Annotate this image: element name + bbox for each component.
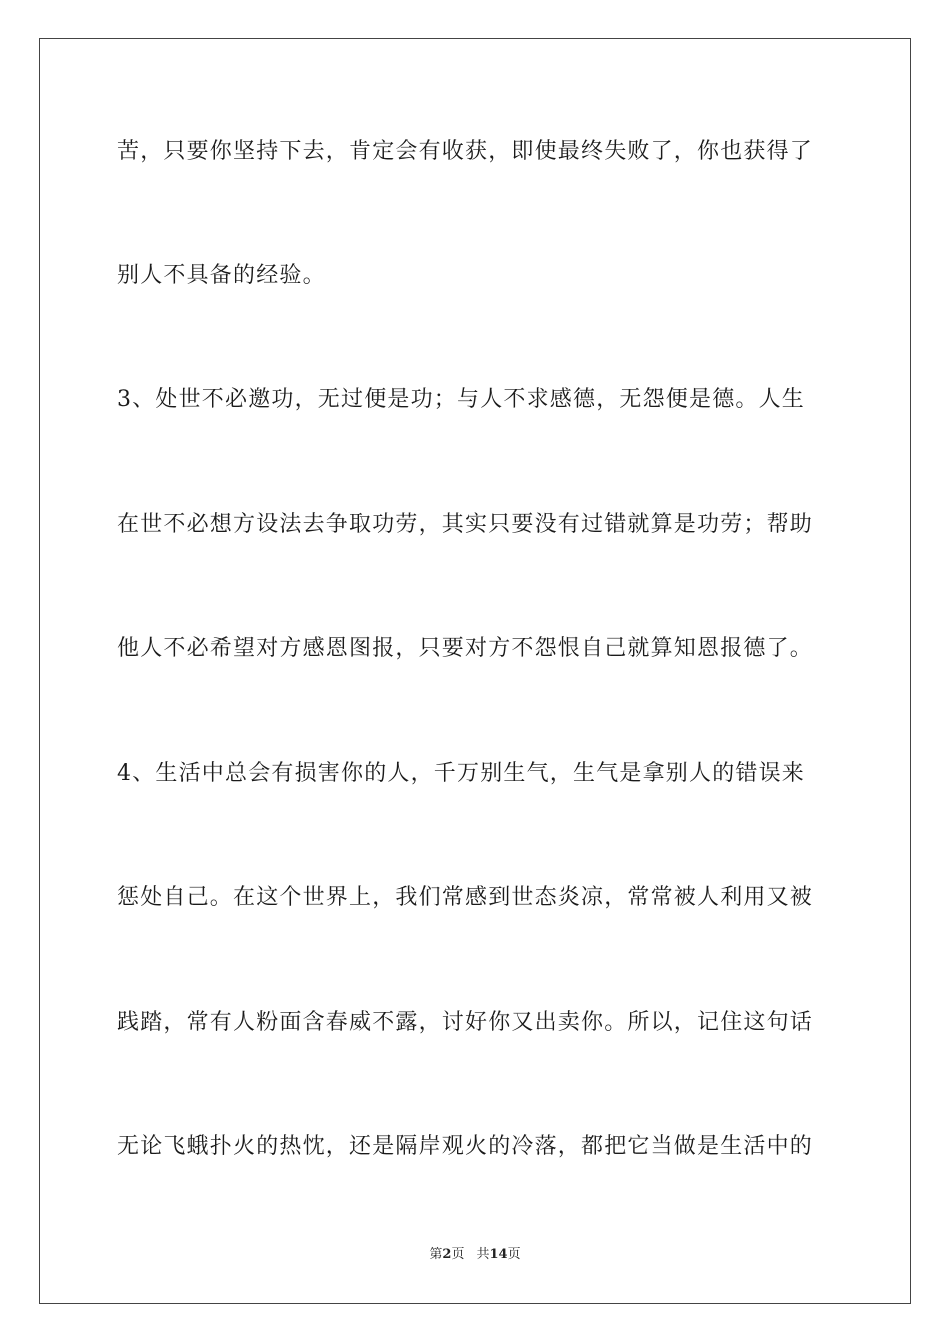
footer-total-suffix: 页 bbox=[507, 1247, 521, 1262]
footer-page-prefix: 第 bbox=[429, 1247, 443, 1262]
body-line-7: 惩处自己。在这个世界上，我们常感到世态炎凉，常常被人利用又被 bbox=[117, 885, 814, 910]
body-line-2: 别人不具备的经验。 bbox=[117, 263, 326, 288]
body-line-8: 践踏，常有人粉面含春威不露，讨好你又出卖你。所以，记住这句话 bbox=[117, 1010, 814, 1035]
footer-total-pages: 14 bbox=[489, 1247, 508, 1262]
body-line-6: 4、生活中总会有损害你的人，千万别生气，生气是拿别人的错误来 bbox=[117, 761, 805, 786]
page-frame bbox=[39, 38, 911, 1304]
body-line-5: 他人不必希望对方感恩图报，只要对方不怨恨自己就算知恩报德了。 bbox=[117, 636, 814, 661]
footer-total-prefix: 共 bbox=[476, 1247, 490, 1262]
page-footer bbox=[0, 1246, 950, 1264]
body-line-1: 苦，只要你坚持下去，肯定会有收获，即使最终失败了，你也获得了 bbox=[117, 139, 814, 164]
body-line-3: 3、处世不必邀功，无过便是功；与人不求感德，无怨便是德。人生 bbox=[117, 387, 805, 412]
footer-page-suffix: 页 bbox=[451, 1247, 465, 1262]
body-line-9: 无论飞蛾扑火的热忱，还是隔岸观火的冷落，都把它当做是生活中的 bbox=[117, 1134, 814, 1159]
footer-page-number: 2 bbox=[442, 1247, 452, 1262]
body-line-4: 在世不必想方设法去争取功劳，其实只要没有过错就算是功劳；帮助 bbox=[117, 512, 814, 537]
